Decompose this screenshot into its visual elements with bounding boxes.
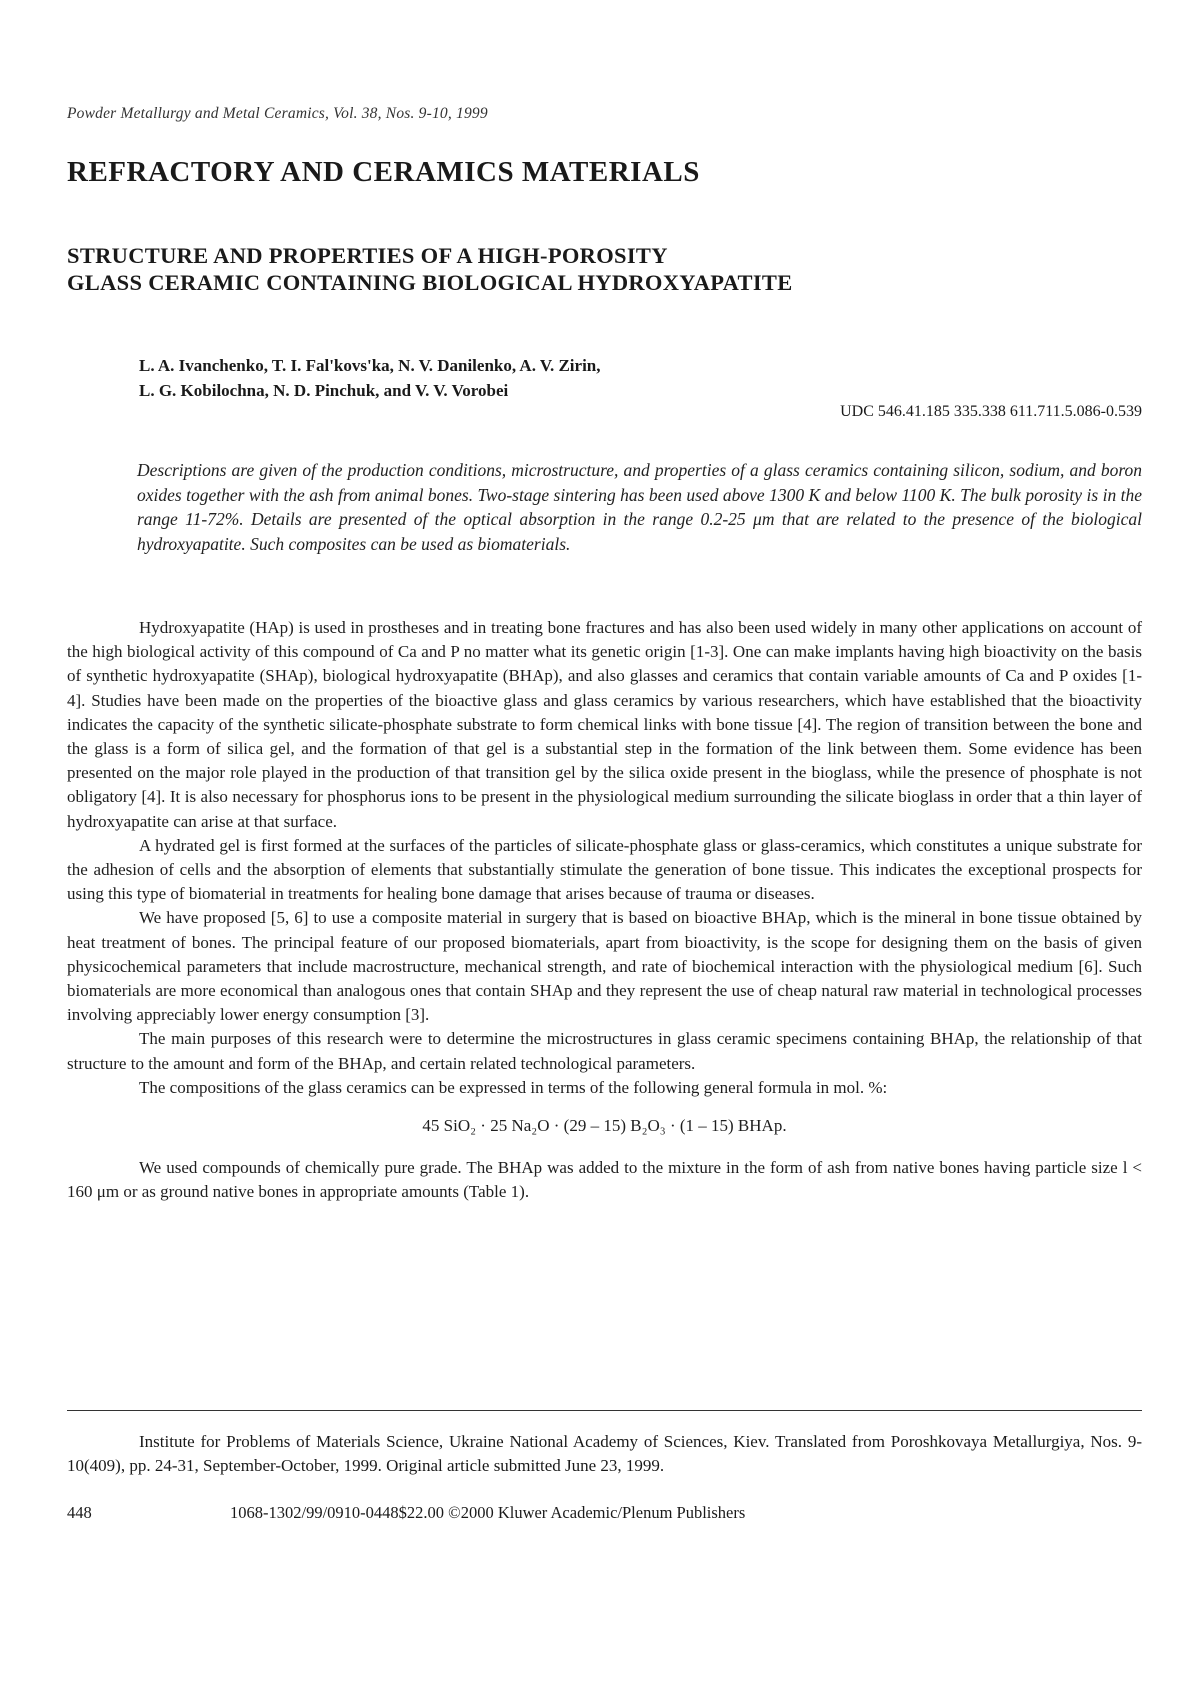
author-line: L. A. Ivanchenko, T. I. Fal'kovs'ka, N. V. Danilenko, A. V. Zirin, [139,356,601,375]
paper-page [67,0,1142,1688]
section-heading: REFRACTORY AND CERAMICS MATERIALS [67,156,700,188]
article-title [67,242,793,296]
udc-code: UDC 546.41.185 335.338 611.711.5.086-0.539 [840,403,1142,420]
article-body [67,616,1142,1205]
article-title-line: STRUCTURE AND PROPERTIES OF A HIGH-POROSITY [67,243,668,268]
body-paragraph: Hydroxyapatite (HAp) is used in prostheses and in treating bone fractures and has also been used widely in many other applications on account of the high biological activity of this compound of Ca and P no matter what its genetic origin [1-3]. One can make implants having high bioactivity on the basis of synthetic hydroxyapatite (SHAp), biological hydroxyapatite (BHAp), and also glasses and ceramics that contain variable amounts of Ca and P oxides [1-4]. Studies have been made on the properties of the bioactive glass and glass ceramics by various researchers, which have established that the bioactivity indicates the capacity of the synthetic silicate-phosphate substrate to form chemical links with bone tissue [4]. The region of transition between the bone and the glass is a form of silica gel, and the formation of that gel is a substantial step in the formation of the link between them. Some evidence has been presented on the major role played in the production of that transition gel by the silica oxide present in the bioglass, while the presence of phosphate is not obligatory [4]. It is also necessary for phosphorus ions to be present in the physiological medium surrounding the silicate bioglass in order that a thin layer of hydroxyapatite can arise at that surface. [67,618,1142,831]
journal-citation: Powder Metallurgy and Metal Ceramics, Vol. 38, Nos. 9-10, 1999 [67,105,488,122]
abstract: Descriptions are given of the production conditions, microstructure, and properties of a glass ceramics containing silicon, sodium, and boron oxides together with the ash from animal bones. Two-stage sintering has been used above 1300 K and below 1100 K. The bulk porosity is in the range 11-72%. Details are presented of the optical absorption in the range 0.2-25 μm that are related to the presence of the biological hydroxyapatite. Such composites can be used as biomaterials. [137,460,1142,554]
body-paragraph: We have proposed [5, 6] to use a composite material in surgery that is based on bioactive BHAp, which is the mineral in bone tissue obtained by heat treatment of bones. The principal feature of our proposed biomaterials, apart from bioactivity, is the scope for designing them on the basis of given physicochemical parameters that include macrostructure, mechanical strength, and rate of biochemical interaction with the physiological medium [6]. Such biomaterials are more economical than analogous ones that contain SHAp and they represent the use of cheap natural raw material in technological processes involving appreciably lower energy consumption [3]. [67,908,1142,1025]
author-list [139,353,601,403]
page-number: 448 [67,1503,92,1522]
footnote-divider [67,1410,1142,1411]
issn-copyright: 1068-1302/99/0910-0448$22.00 ©2000 Kluwer Academic/Plenum Publishers [230,1503,746,1522]
body-paragraph: We used compounds of chemically pure grade. The BHAp was added to the mixture in the form of ash from native bones having particle size l < 160 μm or as ground native bones in appropriate amounts (Table 1). [67,1158,1142,1202]
body-paragraph: The main purposes of this research were to determine the microstructures in glass ceramic specimens containing BHAp, the relationship of that structure to the amount and form of the BHAp, and certain related technological parameters. [67,1029,1142,1073]
author-line: L. G. Kobilochna, N. D. Pinchuk, and V. V. Vorobei [139,381,509,400]
composition-formula: 45 SiO₂ · 25 Na₂O · (29 – 15) B₂O₃ · (1 – 15) BHAp. [422,1116,787,1136]
body-paragraph: A hydrated gel is first formed at the surfaces of the particles of silicate-phosphate glass or glass-ceramics, which constitutes a unique substrate for the adhesion of cells and the absorption of elements that substantially stimulate the generation of bone tissue. This indicates the exceptional prospects for using this type of biomaterial in treatments for healing bone damage that arises because of trauma or diseases. [67,835,1142,904]
body-paragraph: The compositions of the glass ceramics can be expressed in terms of the following general formula in mol. %: [139,1077,888,1097]
article-title-line: GLASS CERAMIC CONTAINING BIOLOGICAL HYDROXYAPATITE [67,270,793,295]
affiliation-footnote: Institute for Problems of Materials Science, Ukraine National Academy of Sciences, Kiev. Translated from Poroshkovaya Metallurgiya, Nos. 9-10(409), pp. 24-31, September-October, 1999. Original article submitted June 23, 1999. [67,1432,1142,1475]
